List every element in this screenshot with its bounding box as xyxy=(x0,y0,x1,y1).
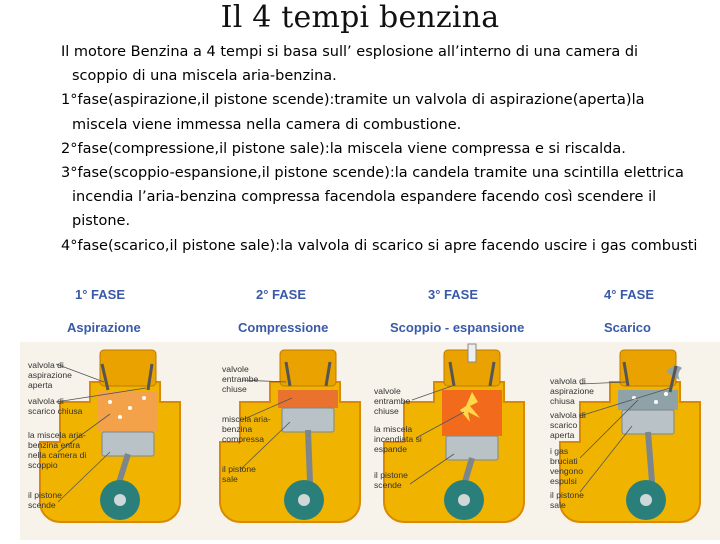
phase-4-name: Scarico xyxy=(604,320,651,335)
label-valves-closed: valvole entrambe chiuse xyxy=(374,386,411,416)
label-valve-exhaust-closed: valvola di scarico chiusa xyxy=(28,396,83,416)
phase-4-number: 4° FASE xyxy=(604,287,654,302)
label-piston-up: il pistone sale xyxy=(222,464,256,484)
label-valves-closed: valvole entrambe chiuse xyxy=(222,364,259,394)
phase-2-name: Compressione xyxy=(238,320,329,335)
engine-diagram-scarico xyxy=(540,342,720,540)
phase-1-number: 1° FASE xyxy=(75,287,125,302)
label-piston-down: il pistone scende xyxy=(28,490,62,510)
label-gases-expelled: i gas bruciati vengono espulsi xyxy=(550,446,583,486)
paragraph-intro: Il motore Benzina a 4 tempi si basa sull’ esplosione all’interno di una camera di scoppio di una miscela aria-benzina. xyxy=(61,44,639,85)
label-mixture-enters: la miscela aria-benzina entra nella camera di scoppio xyxy=(28,430,87,470)
paragraph-phase-2: 2°fase(compressione,il pistone sale):la miscela viene compressa e si riscalda. xyxy=(61,140,626,157)
label-piston-up: il pistone sale xyxy=(550,490,584,510)
phase-1-name: Aspirazione xyxy=(67,320,141,335)
label-valve-intake-closed: valvola di aspirazione chiusa xyxy=(550,376,594,406)
label-valve-intake-open: valvola di aspirazione aperta xyxy=(28,360,72,390)
phase-3-heading xyxy=(390,287,588,335)
phase-4-heading xyxy=(604,287,720,335)
label-piston-down: il pistone scende xyxy=(374,470,408,490)
phase-3-name: Scoppio - espansione xyxy=(390,320,525,335)
phase-1-heading xyxy=(67,287,235,335)
engine-diagram-aspirazione xyxy=(20,342,200,540)
slide-title: Il 4 tempi benzina xyxy=(220,0,500,35)
engine-diagram-compressione xyxy=(200,342,380,540)
label-mixture-compressed: miscela aria-benzina compressa xyxy=(222,414,271,444)
phase-3-number: 3° FASE xyxy=(428,287,478,302)
label-mixture-ignited: la miscela incendiata si espande xyxy=(374,424,422,454)
paragraph-phase-4: 4°fase(scarico,il pistone sale):la valvola di scarico si apre facendo uscire i gas combusti xyxy=(61,237,698,254)
engine-diagram-scoppio xyxy=(364,342,544,540)
paragraph-phase-3: 3°fase(scoppio-espansione,il pistone scende):la candela tramite una scintilla elettrica incendia l’aria-benzina compressa facendola espandere facendo così scendere il pistone. xyxy=(61,165,684,230)
description-text xyxy=(58,40,698,258)
label-valve-exhaust-open: valvola di scarico aperta xyxy=(550,410,586,440)
paragraph-phase-1: 1°fase(aspirazione,il pistone scende):tramite un valvola di aspirazione(aperta)la miscela viene immessa nella camera di combustione. xyxy=(61,92,645,133)
phase-2-number: 2° FASE xyxy=(256,287,306,302)
